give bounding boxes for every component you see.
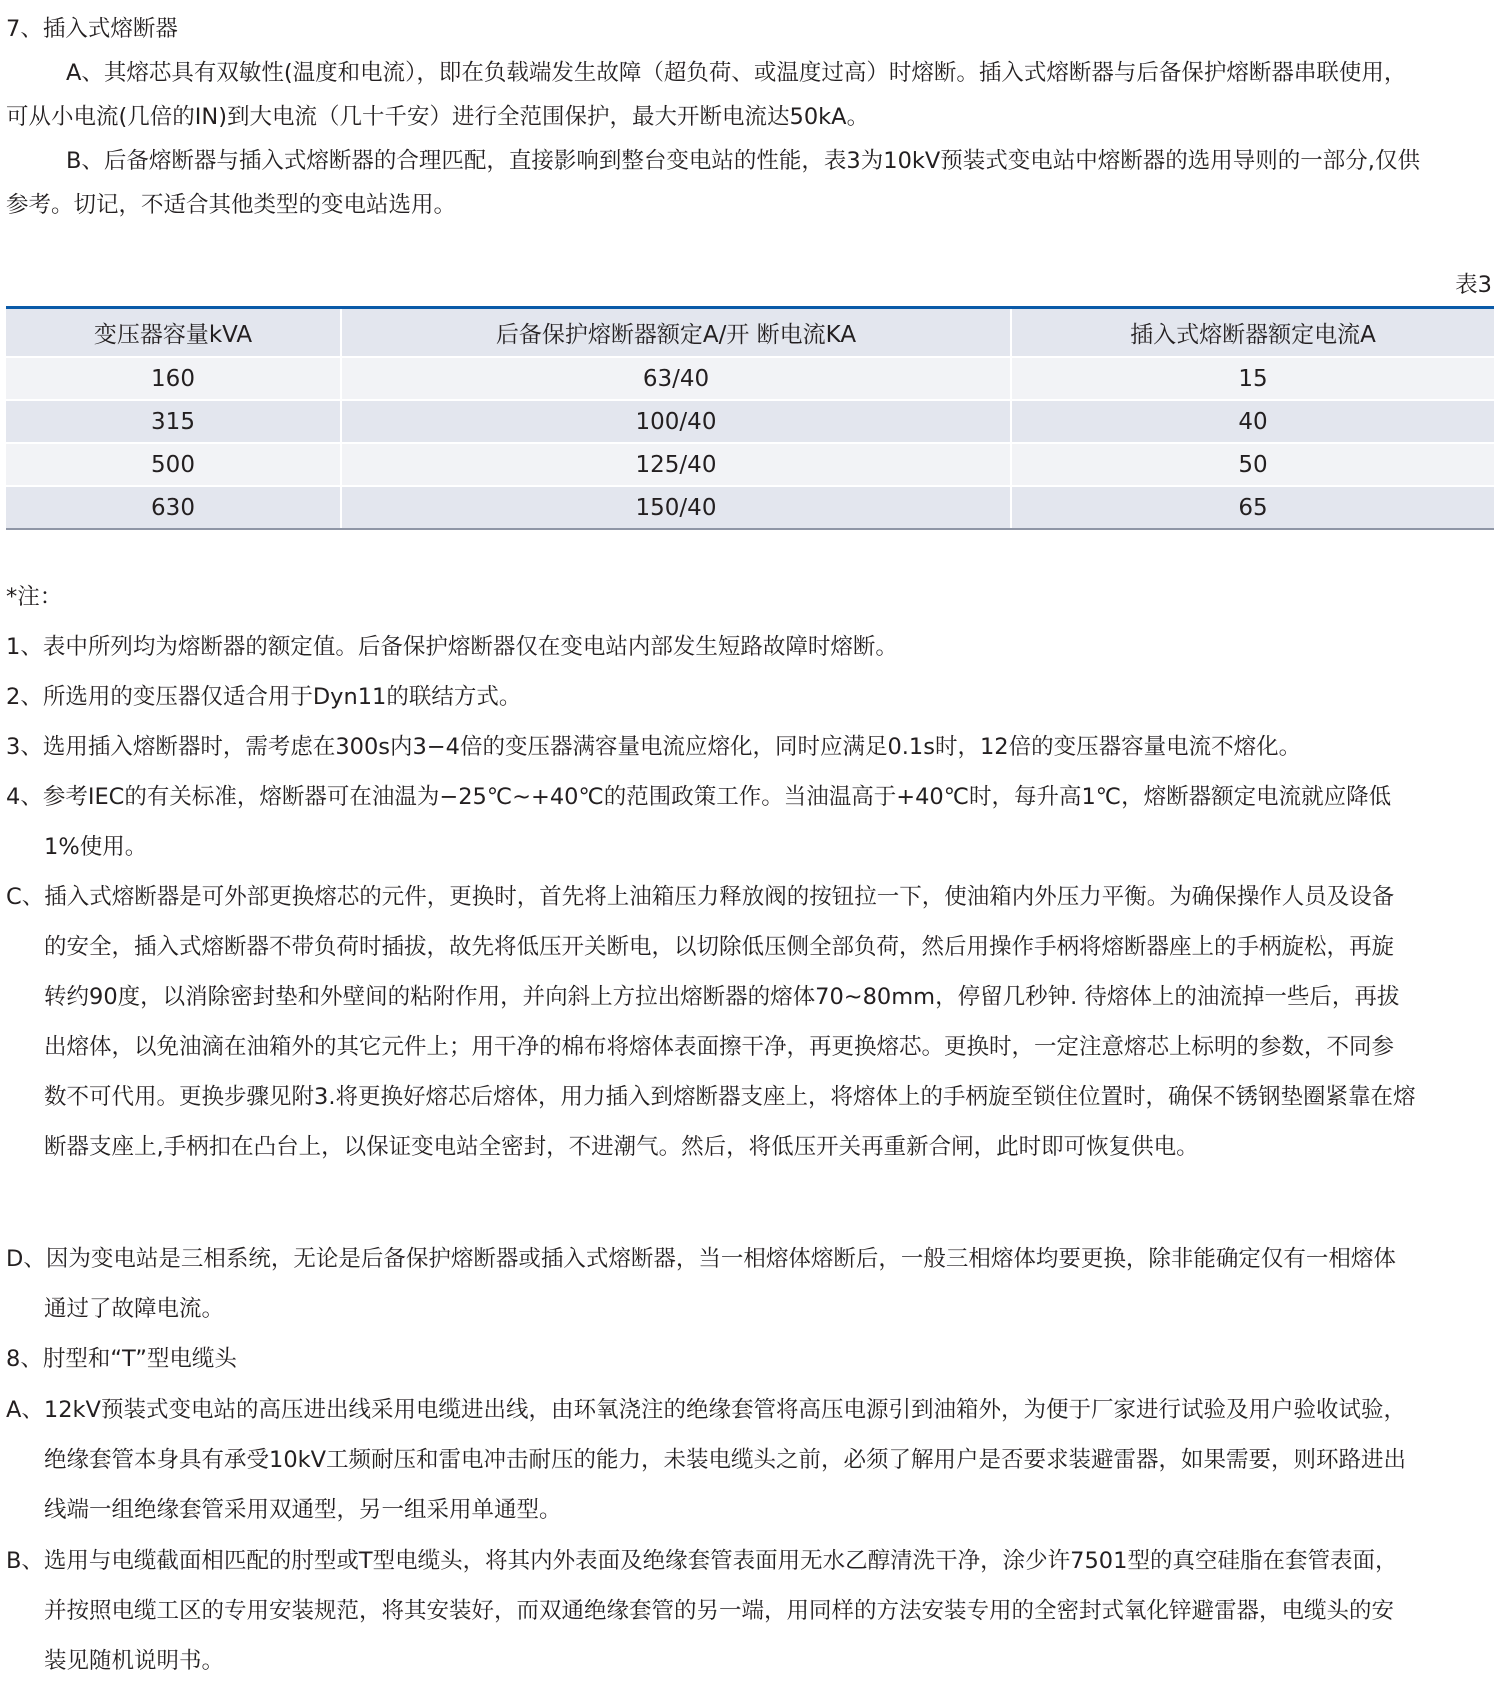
section-8-para-b-line-1: B、选用与电缆截面相匹配的肘型或T型电缆头，将其内外表面及绝缘套管表面用无水乙醇清洗干净，涂少许7501型的真空硅脂在套管表面， [6,1548,1398,1574]
table-cell: 65 [1011,486,1494,529]
table-cell: 500 [6,443,341,486]
section-7-para-b-line-1: B、后备熔断器与插入式熔断器的合理匹配，直接影响到整台变电站的性能，表3为10kV预装式变电站中熔断器的选用导则的一部分,仅供 [66,148,1420,174]
section-7-para-a-line-2: 可从小电流(几倍的IN)到大电流（几十千安）进行全范围保护，最大开断电流达50kA。 [6,104,870,130]
section-8-para-a-line-3: 线端一组绝缘套管采用双通型，另一组采用单通型。 [44,1497,562,1523]
notes-title: *注： [6,584,63,610]
table-row [6,486,1494,529]
note-2: 2、所选用的变压器仅适合用于Dyn11的联结方式。 [6,684,522,710]
table-cell: 315 [6,400,341,443]
note-4-line-1: 4、参考IEC的有关标准，熔断器可在油温为−25℃~+40℃的范围政策工作。当油温高于+40℃时，每升高1℃，熔断器额定电流就应降低 [6,784,1392,810]
section-8-para-b-line-2: 并按照电缆工区的专用安装规范，将其安装好，而双通绝缘套管的另一端，用同样的方法安装专用的全密封式氧化锌避雷器，电缆头的安 [44,1598,1395,1624]
para-c-line-5: 数不可代用。更换步骤见附3.将更换好熔芯后熔体，用力插入到熔断器支座上，将熔体上的手柄旋至锁住位置时，确保不锈钢垫圈紧靠在熔 [44,1084,1416,1110]
note-4-line-2: 1%使用。 [44,834,148,860]
table-cell: 40 [1011,400,1494,443]
table-cell: 125/40 [341,443,1011,486]
table-header-cell: 后备保护熔断器额定A/开 断电流KA [341,308,1011,358]
para-c-line-1: C、插入式熔断器是可外部更换熔芯的元件，更换时，首先将上油箱压力释放阀的按钮拉一下，使油箱内外压力平衡。为确保操作人员及设备 [6,884,1395,910]
table-header-cell: 插入式熔断器额定电流A [1011,308,1494,358]
table-row [6,443,1494,486]
table-cell: 150/40 [341,486,1011,529]
table-cell: 160 [6,357,341,400]
section-7-para-a-line-1: A、其熔芯具有双敏性(温度和电流），即在负载端发生故障（超负荷、或温度过高）时熔断。插入式熔断器与后备保护熔断器串联使用， [66,60,1407,86]
para-d-line-1: D、因为变电站是三相系统，无论是后备保护熔断器或插入式熔断器，当一相熔体熔断后，一般三相熔体均要更换，除非能确定仅有一相熔体 [6,1246,1396,1272]
para-c-line-2: 的安全，插入式熔断器不带负荷时插拔，故先将低压开关断电，以切除低压侧全部负荷，然后用操作手柄将熔断器座上的手柄旋松，再旋 [44,934,1395,960]
para-c-line-6: 断器支座上,手柄扣在凸台上，以保证变电站全密封，不进潮气。然后，将低压开关再重新合闸，此时即可恢复供电。 [44,1134,1199,1160]
section-7-heading: 7、插入式熔断器 [6,16,178,42]
fuse-selection-table [6,306,1494,530]
note-3: 3、选用插入熔断器时，需考虑在300s内3−4倍的变压器满容量电流应熔化，同时应满足0.1s时，12倍的变压器容量电流不熔化。 [6,734,1302,760]
para-c-line-3: 转约90度，以消除密封垫和外壁间的粘附作用，并向斜上方拉出熔断器的熔体70~80mm，停留几秒钟. 待熔体上的油流掉一些后，再拔 [44,984,1400,1010]
section-8-para-a-line-2: 绝缘套管本身具有承受10kV工频耐压和雷电冲击耐压的能力，未装电缆头之前，必须了解用户是否要求装避雷器，如果需要，则环路进出 [44,1447,1407,1473]
table-cell: 15 [1011,357,1494,400]
table-row [6,357,1494,400]
table-header-cell: 变压器容量kVA [6,308,341,358]
section-7-para-b-line-2: 参考。切记，不适合其他类型的变电站选用。 [6,192,457,218]
table-cell: 50 [1011,443,1494,486]
table-label: 表3 [1455,272,1492,298]
section-8-para-b-line-3: 装见随机说明书。 [44,1648,225,1674]
para-d-line-2: 通过了故障电流。 [44,1296,225,1322]
section-8-para-a-line-1: A、12kV预装式变电站的高压进出线采用电缆进出线，由环氧浇注的绝缘套管将高压电源引到油箱外，为便于厂家进行试验及用户验收试验， [6,1397,1406,1423]
table-header-row [6,308,1494,358]
para-c-line-4: 出熔体，以免油滴在油箱外的其它元件上；用干净的棉布将熔体表面擦干净，再更换熔芯。更换时，一定注意熔芯上标明的参数，不同参 [44,1034,1395,1060]
note-1: 1、表中所列均为熔断器的额定值。后备保护熔断器仅在变电站内部发生短路故障时熔断。 [6,634,898,660]
table-cell: 100/40 [341,400,1011,443]
table-cell: 63/40 [341,357,1011,400]
table-row [6,400,1494,443]
section-8-heading: 8、肘型和“T”型电缆头 [6,1346,237,1372]
table-cell: 630 [6,486,341,529]
